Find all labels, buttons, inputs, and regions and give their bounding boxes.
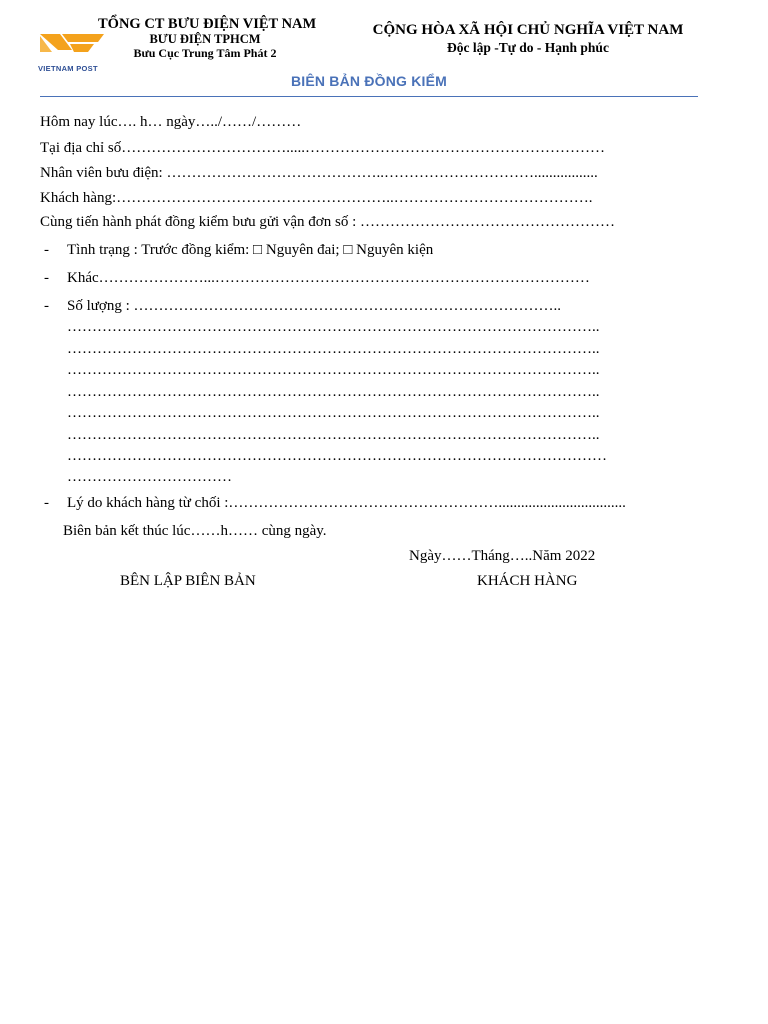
status-line: Tình trạng : Trước đồng kiểm: □ Nguyên đai; □ Nguyên kiện bbox=[67, 242, 434, 258]
org-name-line2: BƯU ĐIỆN TPHCM bbox=[149, 32, 261, 46]
end-time-line: Biên bản kết thúc lúc……h…… cùng ngày. bbox=[63, 523, 327, 539]
dotted-line: …………………………………………………………………………………………….. bbox=[67, 427, 600, 443]
signature-party-right: KHÁCH HÀNG bbox=[477, 573, 578, 589]
bullet-dash: - bbox=[44, 242, 49, 258]
nation-title: CỘNG HÒA XÃ HỘI CHỦ NGHĨA VIỆT NAM bbox=[372, 22, 684, 38]
other-line: Khác…………………...………………………………………………………………… bbox=[67, 270, 590, 286]
signature-party-left: BÊN LẬP BIÊN BẢN bbox=[120, 573, 256, 589]
document-title: BIÊN BẢN ĐỒNG KIỂM bbox=[290, 73, 448, 89]
quantity-line: Số lượng : ………………………………………………………………………….. bbox=[67, 298, 561, 314]
title-divider bbox=[40, 96, 698, 97]
org-name-line3: Bưu Cục Trung Tâm Phát 2 bbox=[133, 46, 277, 60]
address-line: Tại địa chỉ số…………………………….....…………………………………………………… bbox=[40, 140, 605, 156]
customer-line: Khách hàng:………………………………………………..…………………………………. bbox=[40, 190, 593, 206]
logo-text: VIETNAM POST bbox=[38, 64, 98, 73]
bullet-dash: - bbox=[44, 495, 49, 511]
time-line: Hôm nay lúc…. h… ngày…../……/……… bbox=[40, 114, 302, 130]
dotted-line: …………………………………………………………………………………………….. bbox=[67, 405, 600, 421]
waybill-line: Cùng tiến hành phát đồng kiểm bưu gửi vận đơn số : …………………………………………… bbox=[40, 214, 615, 230]
staff-line: Nhân viên bưu điện: ……………………………………..…………………………................. bbox=[40, 165, 598, 181]
org-name-line1: TỔNG CT BƯU ĐIỆN VIỆT NAM bbox=[98, 16, 317, 32]
dotted-line: …………………………………………………………………………………………….. bbox=[67, 341, 600, 357]
bullet-dash: - bbox=[44, 298, 49, 314]
bullet-dash: - bbox=[44, 270, 49, 286]
nation-motto: Độc lập -Tự do - Hạnh phúc bbox=[447, 40, 609, 55]
dotted-line: ……………………………………………………………………………………………… bbox=[67, 448, 607, 464]
dotted-line: …………………………………………………………………………………………….. bbox=[67, 362, 600, 378]
refusal-line: Lý do khách hàng từ chối :……………………………………………….................................. bbox=[67, 495, 626, 511]
dotted-line: …………………………… bbox=[67, 469, 232, 485]
dotted-line: …………………………………………………………………………………………….. bbox=[67, 319, 600, 335]
dotted-line: …………………………………………………………………………………………….. bbox=[67, 384, 600, 400]
date-line: Ngày……Tháng…..Năm 2022 bbox=[409, 548, 596, 564]
